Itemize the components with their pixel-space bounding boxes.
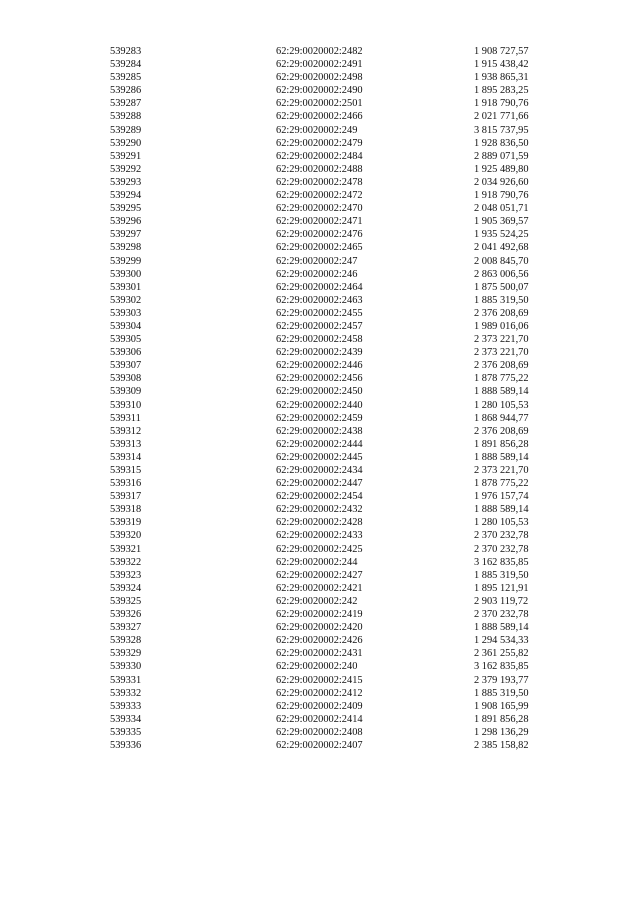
row-id-cell: 539286	[110, 85, 142, 97]
cadastral-value-cell: 1 885 319,50	[474, 569, 529, 581]
table-row	[0, 438, 640, 451]
cadastral-number-cell: 62:29:0020002:246	[276, 268, 358, 280]
row-id-cell: 539335	[110, 726, 142, 738]
row-id-cell: 539324	[110, 582, 142, 594]
table-row	[0, 660, 640, 673]
table-row	[0, 150, 640, 163]
cadastral-value-cell: 1 915 438,42	[474, 59, 529, 71]
cadastral-number-cell: 62:29:0020002:2444	[276, 438, 363, 450]
table-row	[0, 700, 640, 713]
cadastral-value-cell: 1 888 589,14	[474, 386, 529, 398]
table-row	[0, 503, 640, 516]
row-id-cell: 539302	[110, 294, 142, 306]
row-id-cell: 539314	[110, 451, 142, 463]
cadastral-number-cell: 62:29:0020002:2488	[276, 163, 363, 175]
row-id-cell: 539292	[110, 163, 142, 175]
table-row	[0, 281, 640, 294]
cadastral-number-cell: 62:29:0020002:2427	[276, 569, 363, 581]
cadastral-value-cell: 2 376 208,69	[474, 307, 529, 319]
table-row	[0, 516, 640, 529]
row-id-cell: 539312	[110, 425, 142, 437]
table-row	[0, 621, 640, 634]
table-row	[0, 320, 640, 333]
table-row	[0, 726, 640, 739]
cadastral-number-cell: 62:29:0020002:2433	[276, 530, 363, 542]
cadastral-value-cell: 1 878 775,22	[474, 373, 529, 385]
cadastral-value-cell: 1 928 836,50	[474, 137, 529, 149]
row-id-cell: 539311	[110, 412, 141, 424]
row-id-cell: 539287	[110, 98, 142, 110]
table-row	[0, 124, 640, 137]
cadastral-value-cell: 1 908 165,99	[474, 700, 529, 712]
table-row	[0, 477, 640, 490]
cadastral-value-cell: 2 370 232,78	[474, 609, 529, 621]
cadastral-number-cell: 62:29:0020002:2490	[276, 85, 363, 97]
cadastral-value-cell: 1 925 489,80	[474, 163, 529, 175]
cadastral-value-cell: 2 361 255,82	[474, 648, 529, 660]
cadastral-number-cell: 62:29:0020002:2438	[276, 425, 363, 437]
row-id-cell: 539326	[110, 609, 142, 621]
table-row	[0, 529, 640, 542]
row-id-cell: 539323	[110, 569, 142, 581]
cadastral-value-cell: 1 875 500,07	[474, 281, 529, 293]
table-row	[0, 97, 640, 110]
cadastral-number-cell: 62:29:0020002:244	[276, 556, 358, 568]
cadastral-value-cell: 1 878 775,22	[474, 478, 529, 490]
cadastral-value-cell: 1 888 589,14	[474, 622, 529, 634]
table-row	[0, 412, 640, 425]
table-row	[0, 137, 640, 150]
cadastral-value-cell: 2 889 071,59	[474, 150, 529, 162]
table-row	[0, 268, 640, 281]
table-row	[0, 110, 640, 123]
cadastral-number-cell: 62:29:0020002:2439	[276, 347, 363, 359]
cadastral-value-cell: 1 885 319,50	[474, 687, 529, 699]
row-id-cell: 539306	[110, 347, 142, 359]
cadastral-value-cell: 1 280 105,53	[474, 399, 529, 411]
table-row	[0, 255, 640, 268]
row-id-cell: 539308	[110, 373, 142, 385]
cadastral-number-cell: 62:29:0020002:2458	[276, 334, 363, 346]
row-id-cell: 539307	[110, 360, 142, 372]
row-id-cell: 539293	[110, 176, 142, 188]
row-id-cell: 539295	[110, 203, 142, 215]
table-row	[0, 202, 640, 215]
cadastral-number-cell: 62:29:0020002:2454	[276, 491, 363, 503]
row-id-cell: 539294	[110, 190, 142, 202]
cadastral-value-cell: 1 938 865,31	[474, 72, 529, 84]
cadastral-value-cell: 2 041 492,68	[474, 242, 529, 254]
cadastral-value-cell: 2 903 119,72	[474, 595, 529, 607]
row-id-cell: 539332	[110, 687, 142, 699]
cadastral-value-cell: 2 021 771,66	[474, 111, 529, 123]
row-id-cell: 539309	[110, 386, 142, 398]
table-row	[0, 71, 640, 84]
cadastral-value-cell: 1 888 589,14	[474, 451, 529, 463]
cadastral-number-cell: 62:29:0020002:2471	[276, 216, 363, 228]
cadastral-value-cell: 2 008 845,70	[474, 255, 529, 267]
table-row	[0, 307, 640, 320]
cadastral-number-cell: 62:29:0020002:2407	[276, 739, 363, 751]
row-id-cell: 539331	[110, 674, 142, 686]
row-id-cell: 539321	[110, 543, 142, 555]
cadastral-number-cell: 62:29:0020002:2457	[276, 320, 363, 332]
table-row	[0, 163, 640, 176]
row-id-cell: 539325	[110, 595, 142, 607]
table-row	[0, 647, 640, 660]
table-row	[0, 687, 640, 700]
cadastral-number-cell: 62:29:0020002:2456	[276, 373, 363, 385]
row-id-cell: 539310	[110, 399, 142, 411]
table-row	[0, 556, 640, 569]
cadastral-value-cell: 1 891 856,28	[474, 713, 529, 725]
cadastral-number-cell: 62:29:0020002:2445	[276, 451, 363, 463]
cadastral-number-cell: 62:29:0020002:2432	[276, 504, 363, 516]
table-row	[0, 739, 640, 752]
table-row	[0, 464, 640, 477]
cadastral-value-cell: 2 048 051,71	[474, 203, 529, 215]
cadastral-number-cell: 62:29:0020002:2476	[276, 229, 363, 241]
cadastral-value-cell: 2 373 221,70	[474, 465, 529, 476]
cadastral-number-cell: 62:29:0020002:2431	[276, 648, 363, 660]
cadastral-value-cell: 2 373 221,70	[474, 347, 529, 359]
cadastral-number-cell: 62:29:0020002:2419	[276, 609, 363, 621]
table-row	[0, 189, 640, 202]
row-id-cell: 539316	[110, 478, 142, 490]
cadastral-value-cell: 2 376 208,69	[474, 425, 529, 437]
cadastral-value-cell: 2 379 193,77	[474, 674, 529, 686]
row-id-cell: 539285	[110, 72, 142, 84]
cadastral-value-cell: 1 895 283,25	[474, 85, 529, 97]
row-id-cell: 539333	[110, 700, 142, 712]
cadastral-value-cell: 1 908 727,57	[474, 46, 529, 57]
row-id-cell: 539334	[110, 713, 142, 725]
table-row	[0, 176, 640, 189]
table-row	[0, 228, 640, 241]
cadastral-value-table	[0, 45, 640, 752]
cadastral-number-cell: 62:29:0020002:2415	[276, 674, 363, 686]
table-row	[0, 490, 640, 503]
row-id-cell: 539317	[110, 491, 142, 503]
cadastral-number-cell: 62:29:0020002:2459	[276, 412, 363, 424]
table-row	[0, 45, 640, 58]
cadastral-value-cell: 1 868 944,77	[474, 412, 529, 424]
cadastral-number-cell: 62:29:0020002:2501	[276, 98, 363, 110]
row-id-cell: 539291	[110, 150, 142, 162]
table-row	[0, 582, 640, 595]
cadastral-number-cell: 62:29:0020002:2440	[276, 399, 363, 411]
cadastral-value-cell: 1 294 534,33	[474, 635, 529, 647]
cadastral-value-cell: 1 918 790,76	[474, 98, 529, 110]
cadastral-number-cell: 62:29:0020002:2455	[276, 307, 363, 319]
cadastral-number-cell: 62:29:0020002:2470	[276, 203, 363, 215]
cadastral-value-cell: 2 373 221,70	[474, 334, 529, 346]
cadastral-value-cell: 1 895 121,91	[474, 582, 529, 594]
table-row	[0, 608, 640, 621]
cadastral-number-cell: 62:29:0020002:247	[276, 255, 358, 267]
cadastral-value-cell: 3 162 835,85	[474, 661, 529, 673]
row-id-cell: 539315	[110, 465, 142, 476]
cadastral-number-cell: 62:29:0020002:2472	[276, 190, 363, 202]
row-id-cell: 539336	[110, 739, 142, 751]
row-id-cell: 539290	[110, 137, 142, 149]
row-id-cell: 539283	[110, 46, 142, 57]
cadastral-number-cell: 62:29:0020002:2491	[276, 59, 363, 71]
table-row	[0, 215, 640, 228]
row-id-cell: 539301	[110, 281, 142, 293]
table-row	[0, 713, 640, 726]
cadastral-value-cell: 1 885 319,50	[474, 294, 529, 306]
table-row	[0, 346, 640, 359]
table-row	[0, 569, 640, 582]
row-id-cell: 539299	[110, 255, 142, 267]
cadastral-number-cell: 62:29:0020002:2408	[276, 726, 363, 738]
row-id-cell: 539305	[110, 334, 142, 346]
table-row	[0, 359, 640, 372]
cadastral-number-cell: 62:29:0020002:2434	[276, 465, 363, 476]
row-id-cell: 539304	[110, 320, 142, 332]
cadastral-value-cell: 1 298 136,29	[474, 726, 529, 738]
row-id-cell: 539330	[110, 661, 142, 673]
cadastral-number-cell: 62:29:0020002:2466	[276, 111, 363, 123]
row-id-cell: 539328	[110, 635, 142, 647]
row-id-cell: 539327	[110, 622, 142, 634]
row-id-cell: 539288	[110, 111, 142, 123]
row-id-cell: 539319	[110, 517, 142, 529]
table-row	[0, 372, 640, 385]
cadastral-number-cell: 62:29:0020002:2482	[276, 46, 363, 57]
row-id-cell: 539322	[110, 556, 142, 568]
table-row	[0, 333, 640, 346]
cadastral-number-cell: 62:29:0020002:2450	[276, 386, 363, 398]
cadastral-value-cell: 1 891 856,28	[474, 438, 529, 450]
table-row	[0, 543, 640, 556]
cadastral-number-cell: 62:29:0020002:2446	[276, 360, 363, 372]
cadastral-number-cell: 62:29:0020002:2463	[276, 294, 363, 306]
cadastral-value-cell: 2 376 208,69	[474, 360, 529, 372]
cadastral-value-cell: 1 976 157,74	[474, 491, 529, 503]
cadastral-number-cell: 62:29:0020002:240	[276, 661, 358, 673]
cadastral-value-cell: 2 370 232,78	[474, 530, 529, 542]
row-id-cell: 539303	[110, 307, 142, 319]
cadastral-value-cell: 2 034 926,60	[474, 176, 529, 188]
cadastral-number-cell: 62:29:0020002:249	[276, 124, 358, 136]
table-row	[0, 294, 640, 307]
table-row	[0, 385, 640, 398]
cadastral-value-cell: 1 935 524,25	[474, 229, 529, 241]
row-id-cell: 539296	[110, 216, 142, 228]
table-row	[0, 595, 640, 608]
cadastral-value-cell: 1 888 589,14	[474, 504, 529, 516]
table-row	[0, 399, 640, 412]
cadastral-number-cell: 62:29:0020002:2484	[276, 150, 363, 162]
cadastral-number-cell: 62:29:0020002:2478	[276, 176, 363, 188]
row-id-cell: 539320	[110, 530, 142, 542]
cadastral-number-cell: 62:29:0020002:2428	[276, 517, 363, 529]
cadastral-number-cell: 62:29:0020002:2409	[276, 700, 363, 712]
row-id-cell: 539329	[110, 648, 142, 660]
cadastral-number-cell: 62:29:0020002:2447	[276, 478, 363, 490]
table-row	[0, 634, 640, 647]
table-row	[0, 451, 640, 464]
cadastral-number-cell: 62:29:0020002:2412	[276, 687, 363, 699]
table-row	[0, 674, 640, 687]
cadastral-number-cell: 62:29:0020002:242	[276, 595, 358, 607]
cadastral-number-cell: 62:29:0020002:2420	[276, 622, 363, 634]
cadastral-number-cell: 62:29:0020002:2498	[276, 72, 363, 84]
table-row	[0, 58, 640, 71]
cadastral-value-cell: 2 385 158,82	[474, 739, 529, 751]
cadastral-value-cell: 3 162 835,85	[474, 556, 529, 568]
cadastral-number-cell: 62:29:0020002:2426	[276, 635, 363, 647]
table-row	[0, 241, 640, 254]
cadastral-number-cell: 62:29:0020002:2479	[276, 137, 363, 149]
cadastral-value-cell: 1 905 369,57	[474, 216, 529, 228]
row-id-cell: 539300	[110, 268, 142, 280]
table-row	[0, 84, 640, 97]
row-id-cell: 539298	[110, 242, 142, 254]
cadastral-value-cell: 1 989 016,06	[474, 320, 529, 332]
cadastral-number-cell: 62:29:0020002:2464	[276, 281, 363, 293]
row-id-cell: 539297	[110, 229, 142, 241]
table-row	[0, 425, 640, 438]
cadastral-value-cell: 2 863 006,56	[474, 268, 529, 280]
cadastral-value-cell: 3 815 737,95	[474, 124, 529, 136]
cadastral-value-cell: 2 370 232,78	[474, 543, 529, 555]
cadastral-number-cell: 62:29:0020002:2465	[276, 242, 363, 254]
row-id-cell: 539284	[110, 59, 142, 71]
cadastral-number-cell: 62:29:0020002:2421	[276, 582, 363, 594]
row-id-cell: 539313	[110, 438, 142, 450]
cadastral-number-cell: 62:29:0020002:2425	[276, 543, 363, 555]
cadastral-value-cell: 1 918 790,76	[474, 190, 529, 202]
row-id-cell: 539289	[110, 124, 142, 136]
cadastral-number-cell: 62:29:0020002:2414	[276, 713, 363, 725]
row-id-cell: 539318	[110, 504, 142, 516]
cadastral-value-cell: 1 280 105,53	[474, 517, 529, 529]
